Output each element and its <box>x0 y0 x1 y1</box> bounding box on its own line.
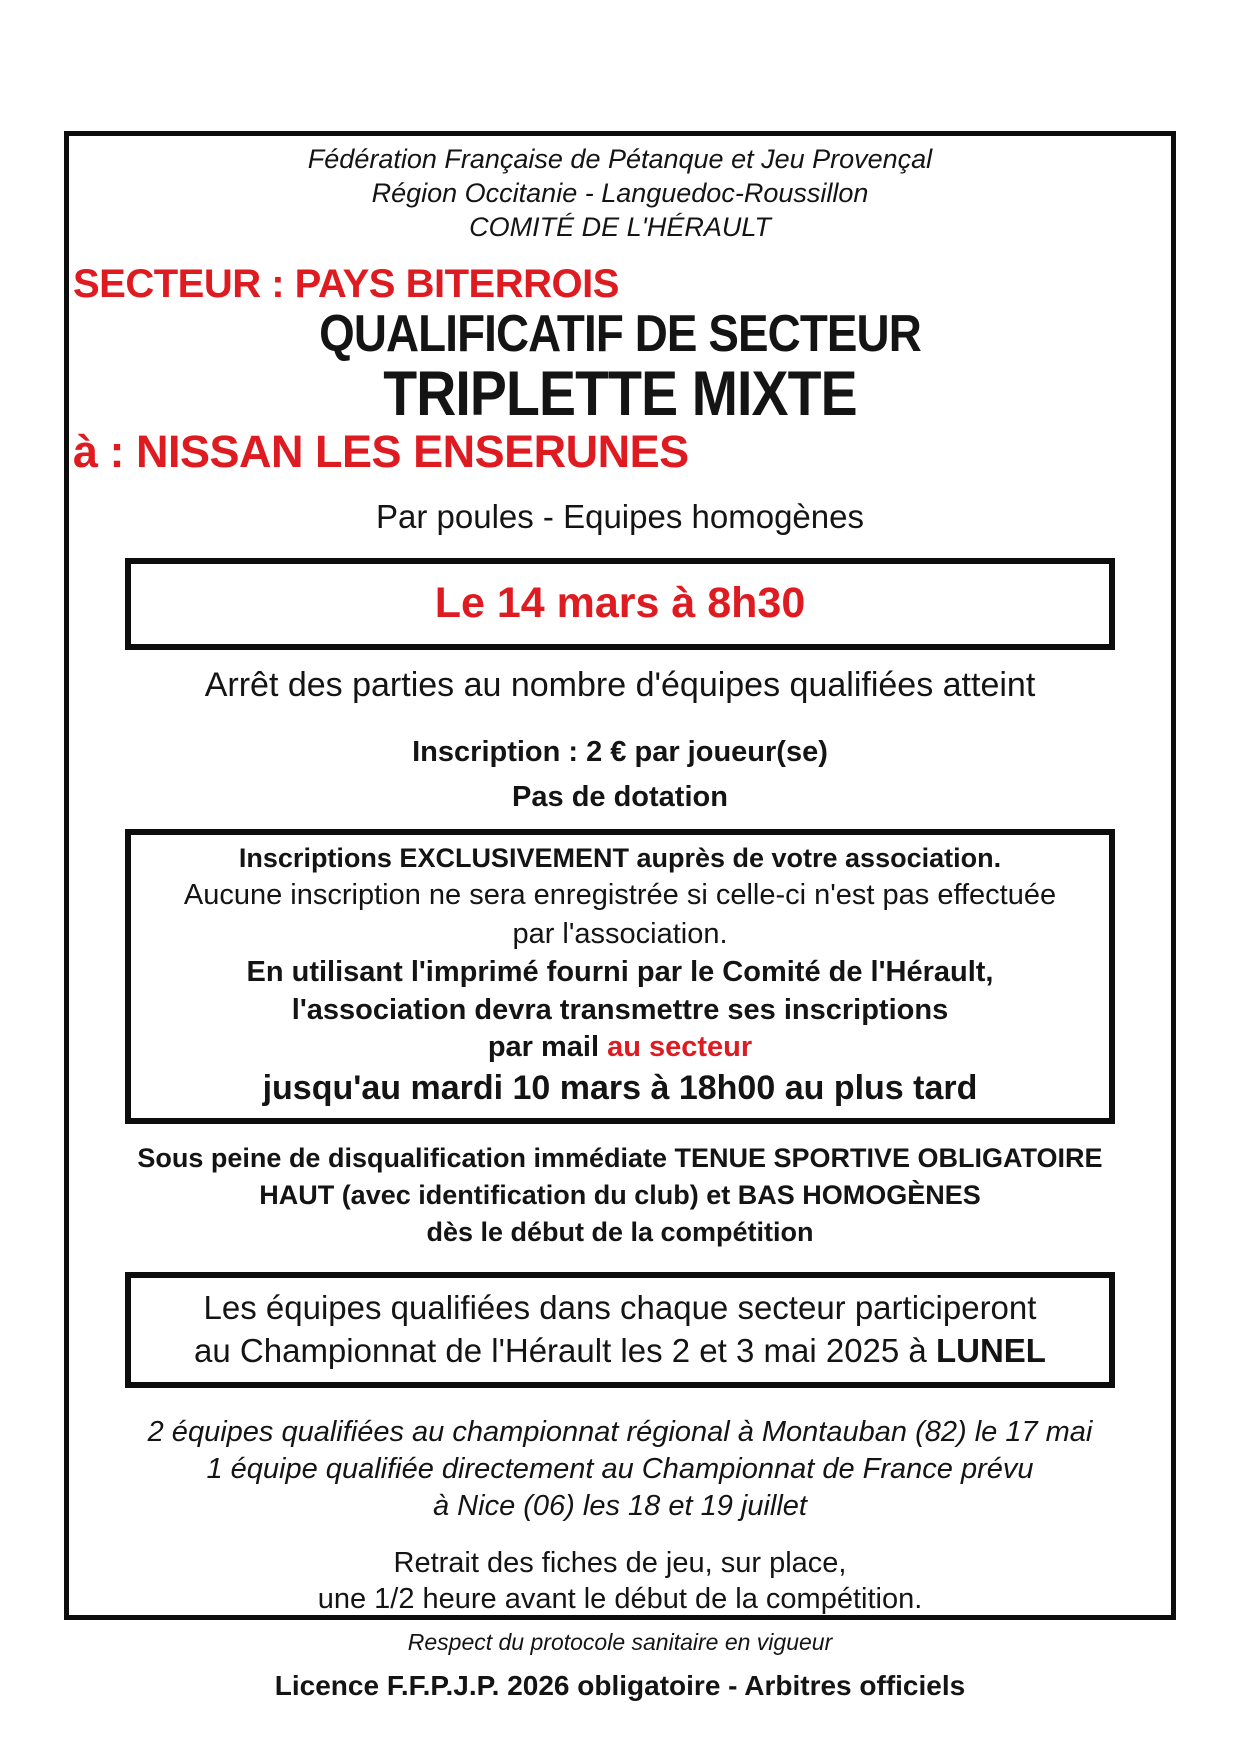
registration-line-exclusive: Inscriptions EXCLUSIVEMENT auprès de votre association. <box>238 843 1002 873</box>
championship-city-label: LUNEL <box>935 1332 1046 1369</box>
registration-line-form: En utilisant l'imprimé fourni par le Comité de l'Hérault, <box>246 956 994 988</box>
registration-line-transmit: l'association devra transmettre ses inscriptions <box>291 994 949 1026</box>
dress-code-block <box>69 1140 1171 1251</box>
date-text: Le 14 mars à 8h30 <box>434 579 806 627</box>
registration-line-association: par l'association. <box>512 918 728 950</box>
dotation-line: Pas de dotation <box>512 781 728 813</box>
header-line-comite: COMITÉ DE L'HÉRAULT <box>469 212 771 242</box>
mail-label: par mail <box>487 1031 608 1063</box>
championship-label: au Championnat de l'Hérault les 2 et 3 mai 2025 à <box>194 1332 936 1369</box>
dress-code-line-3: dès le début de la compétition <box>426 1217 814 1247</box>
registration-box <box>125 829 1115 1124</box>
regional-info-block <box>69 1414 1171 1525</box>
registration-deadline-line: jusqu'au mardi 10 mars à 18h00 au plus tard <box>262 1069 978 1107</box>
header-line-federation: Fédération Française de Pétanque et Jeu Provençal <box>307 144 933 174</box>
date-box <box>125 558 1115 650</box>
stop-line: Arrêt des parties au nombre d'équipes qualifiées atteint <box>204 666 1036 704</box>
qualification-line-2 <box>131 1329 1109 1372</box>
license-line: Licence F.F.P.J.P. 2026 obligatoire - Arbitres officiels <box>274 1670 966 1701</box>
header-line-region: Région Occitanie - Languedoc-Roussillon <box>371 178 869 208</box>
fee-line: Inscription : 2 € par joueur(se) <box>412 736 828 768</box>
game-sheets-block <box>69 1545 1171 1617</box>
regional-line-1: 2 équipes qualifiées au championnat régional à Montauban (82) le 17 mai <box>147 1416 1093 1448</box>
registration-line-no-entry: Aucune inscription ne sera enregistrée si celle-ci n'est pas effectuée <box>183 879 1057 911</box>
dress-code-line-2: HAUT (avec identification du club) et BAS HOMOGÈNES <box>259 1180 981 1210</box>
document-frame <box>64 131 1176 1701</box>
mail-sector-label: au secteur <box>607 1031 753 1063</box>
regional-line-3: à Nice (06) les 18 et 19 juillet <box>433 1490 807 1522</box>
pools-format-line: Par poules - Equipes homogènes <box>376 498 864 535</box>
sector-label: SECTEUR : PAYS BITERROIS <box>73 262 619 306</box>
dress-code-line-1: Sous peine de disqualification immédiate TENUE SPORTIVE OBLIGATOIRE <box>137 1143 1103 1173</box>
game-sheets-line-2: une 1/2 heure avant le début de la compétition. <box>317 1583 923 1615</box>
event-title: TRIPLETTE MIXTE <box>383 359 857 429</box>
regional-line-2: 1 équipe qualifiée directement au Championnat de France prévu <box>206 1453 1034 1485</box>
registration-line-mail <box>139 1029 1101 1066</box>
protocol-line: Respect du protocole sanitaire en vigueur <box>407 1629 833 1655</box>
location-label: à : NISSAN LES ENSERUNES <box>73 426 689 477</box>
qualification-line-1: Les équipes qualifiées dans chaque secteur participeront <box>203 1289 1037 1326</box>
qualifier-title: QUALIFICATIF DE SECTEUR <box>319 305 921 363</box>
federation-header <box>69 142 1171 244</box>
qualification-box <box>125 1272 1115 1388</box>
game-sheets-line-1: Retrait des fiches de jeu, sur place, <box>393 1547 847 1579</box>
